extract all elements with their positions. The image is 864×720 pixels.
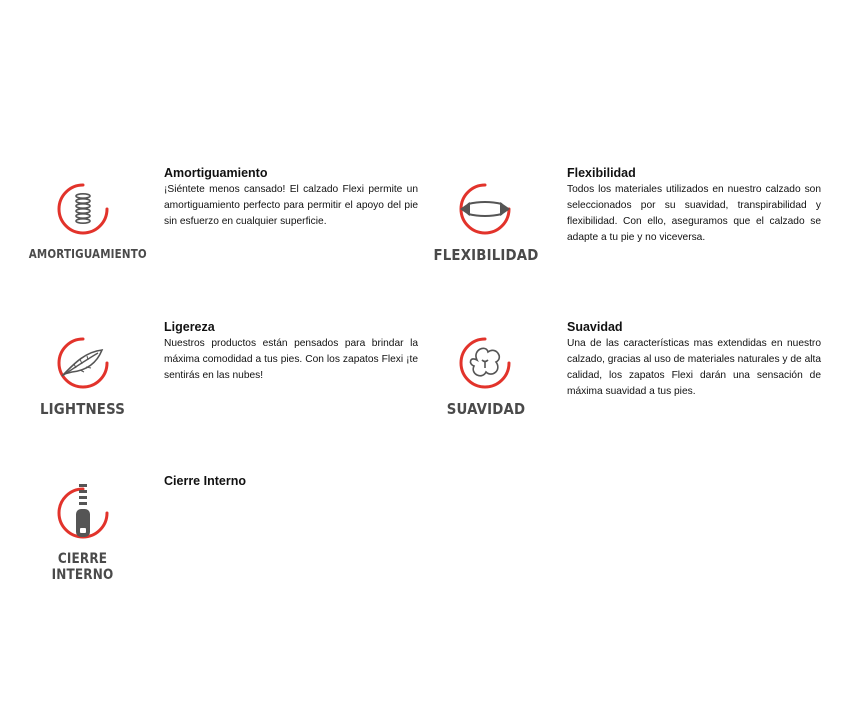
double-arrow-icon bbox=[452, 176, 518, 242]
feature-title: Flexibilidad bbox=[567, 166, 636, 180]
icon-label-suavidad: SUAVIDAD bbox=[446, 400, 526, 418]
feature-description: ¡Siéntete menos cansado! El calzado Flexi permite un amortiguamiento perfecto para permitir el apoyo del pie sin esfuerzo en cualquier superficie. bbox=[164, 184, 418, 227]
feature-title: Cierre Interno bbox=[164, 474, 246, 488]
spring-icon bbox=[50, 176, 116, 242]
zipper-icon bbox=[50, 480, 116, 546]
feature-description: Una de las características mas extendidas en nuestro calzado, gracias al uso de materiales naturales y de alta calidad, los zapatos Flexi darán una sensación de máxima suavidad a tus pies. bbox=[567, 338, 821, 397]
icon-label-lightness: LIGHTNESS bbox=[39, 400, 126, 418]
feather-icon bbox=[50, 330, 116, 396]
icon-label-cierre bbox=[29, 551, 137, 583]
feature-title: Ligereza bbox=[164, 320, 215, 334]
icon-label-flexibilidad: FLEXIBILIDAD bbox=[433, 246, 539, 264]
feature-description: Todos los materiales utilizados en nuestro calzado son seleccionados por su suavidad, transpirabilidad y flexibilidad. Con ello, aseguramos que el calzado se adapte a tu pie y no viceversa. bbox=[567, 184, 821, 243]
cotton-icon bbox=[452, 330, 518, 396]
icon-label-line: CIERRE bbox=[57, 551, 108, 567]
feature-description: Nuestros productos están pensados para brindar la máxima comodidad a tus pies. Con los zapatos Flexi ¡te sentirás en las nubes! bbox=[164, 338, 418, 381]
feature-title: Suavidad bbox=[567, 320, 623, 334]
feature-title: Amortiguamiento bbox=[164, 166, 268, 180]
icon-label-line: INTERNO bbox=[51, 567, 114, 583]
icon-label-amortiguamiento: AMORTIGUAMIENTO bbox=[28, 247, 147, 261]
